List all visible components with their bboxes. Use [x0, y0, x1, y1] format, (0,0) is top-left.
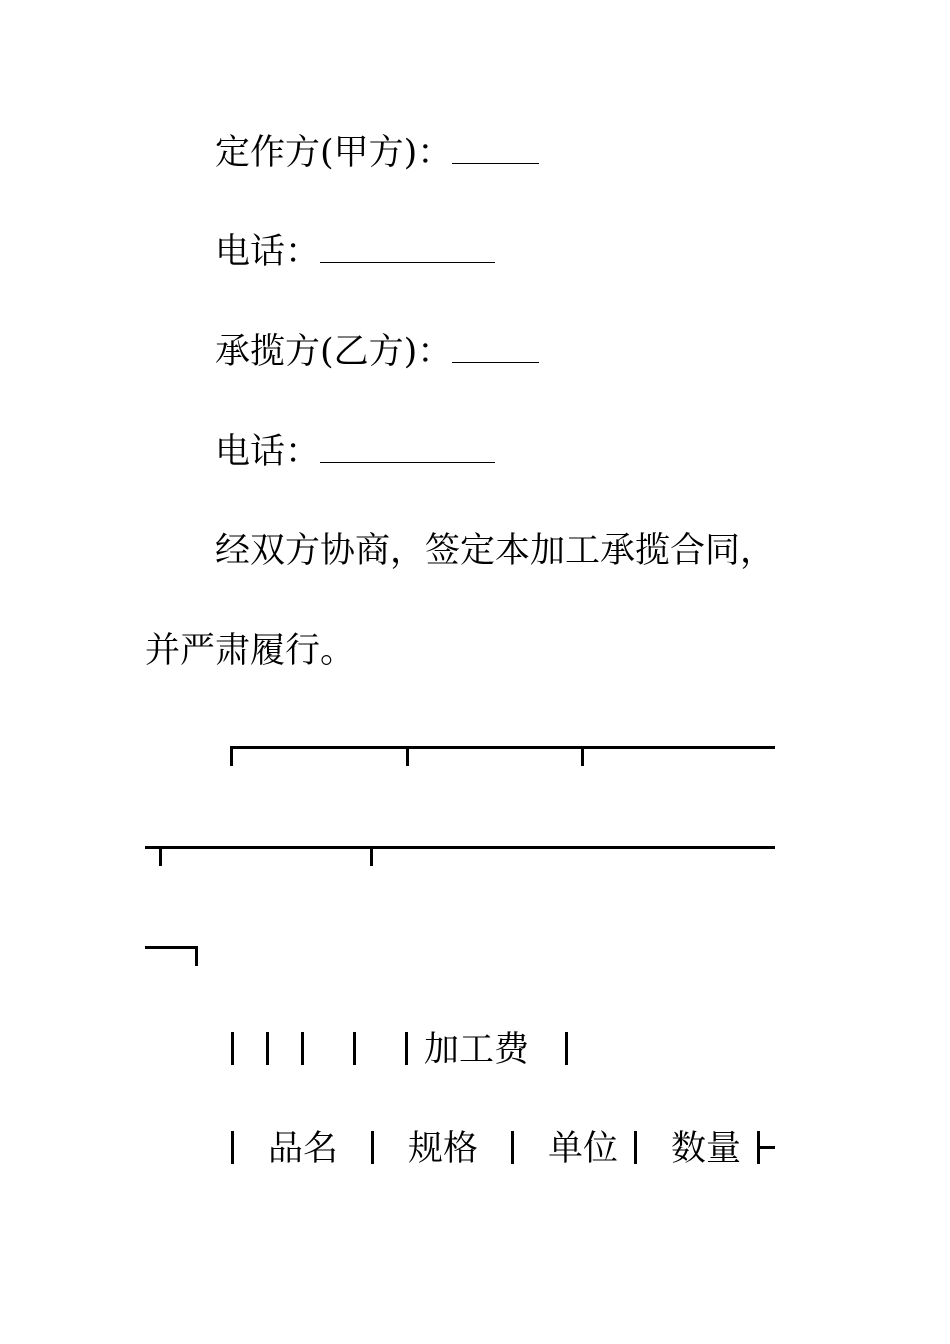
intro-line-2: 并严肃履行。 — [145, 631, 356, 671]
intro-line-1: 经双方协商，签定本加工承揽合同， — [215, 531, 776, 571]
table-col-tick — [581, 746, 584, 766]
table-col-spec: 规格 — [408, 1129, 479, 1169]
table-vrule — [634, 1131, 637, 1164]
table-vrule — [301, 1032, 304, 1065]
phone-a-line — [215, 232, 495, 272]
phone-a-label: 电话： — [215, 232, 321, 272]
party-b-blank[interactable] — [452, 332, 539, 363]
table-vrule — [353, 1032, 356, 1065]
table-right-corner — [145, 946, 198, 949]
table-tee-arm — [757, 1146, 775, 1149]
table-col-qty: 数量 — [671, 1129, 742, 1169]
party-a-blank[interactable] — [452, 133, 539, 164]
table-col-name: 品名 — [268, 1129, 339, 1169]
party-b-label: 承揽方(乙方)： — [215, 332, 453, 372]
party-a-label: 定作方(甲方)： — [215, 133, 453, 173]
party-a-line — [215, 133, 539, 173]
table-vrule — [405, 1032, 408, 1065]
table-vrule — [371, 1131, 374, 1164]
table-vrule — [231, 1032, 234, 1065]
table-col-tick — [406, 746, 409, 766]
phone-a-blank[interactable] — [320, 232, 495, 263]
table-vrule — [266, 1032, 269, 1065]
party-b-line — [215, 332, 539, 372]
table-vrule — [565, 1032, 568, 1065]
phone-b-blank[interactable] — [320, 432, 495, 463]
table-vrule — [511, 1131, 514, 1164]
table-top-border-continued — [145, 846, 775, 849]
table-right-corner-tick — [195, 946, 198, 966]
table-header-fee: 加工费 — [424, 1030, 530, 1070]
table-corner-tick — [230, 746, 233, 766]
phone-b-line — [215, 432, 495, 472]
table-top-border — [230, 746, 775, 749]
table-col-unit: 单位 — [548, 1129, 619, 1169]
table-col-tick — [159, 846, 162, 866]
phone-b-label: 电话： — [215, 432, 321, 472]
table-vrule — [231, 1131, 234, 1164]
table-col-tick — [370, 846, 373, 866]
